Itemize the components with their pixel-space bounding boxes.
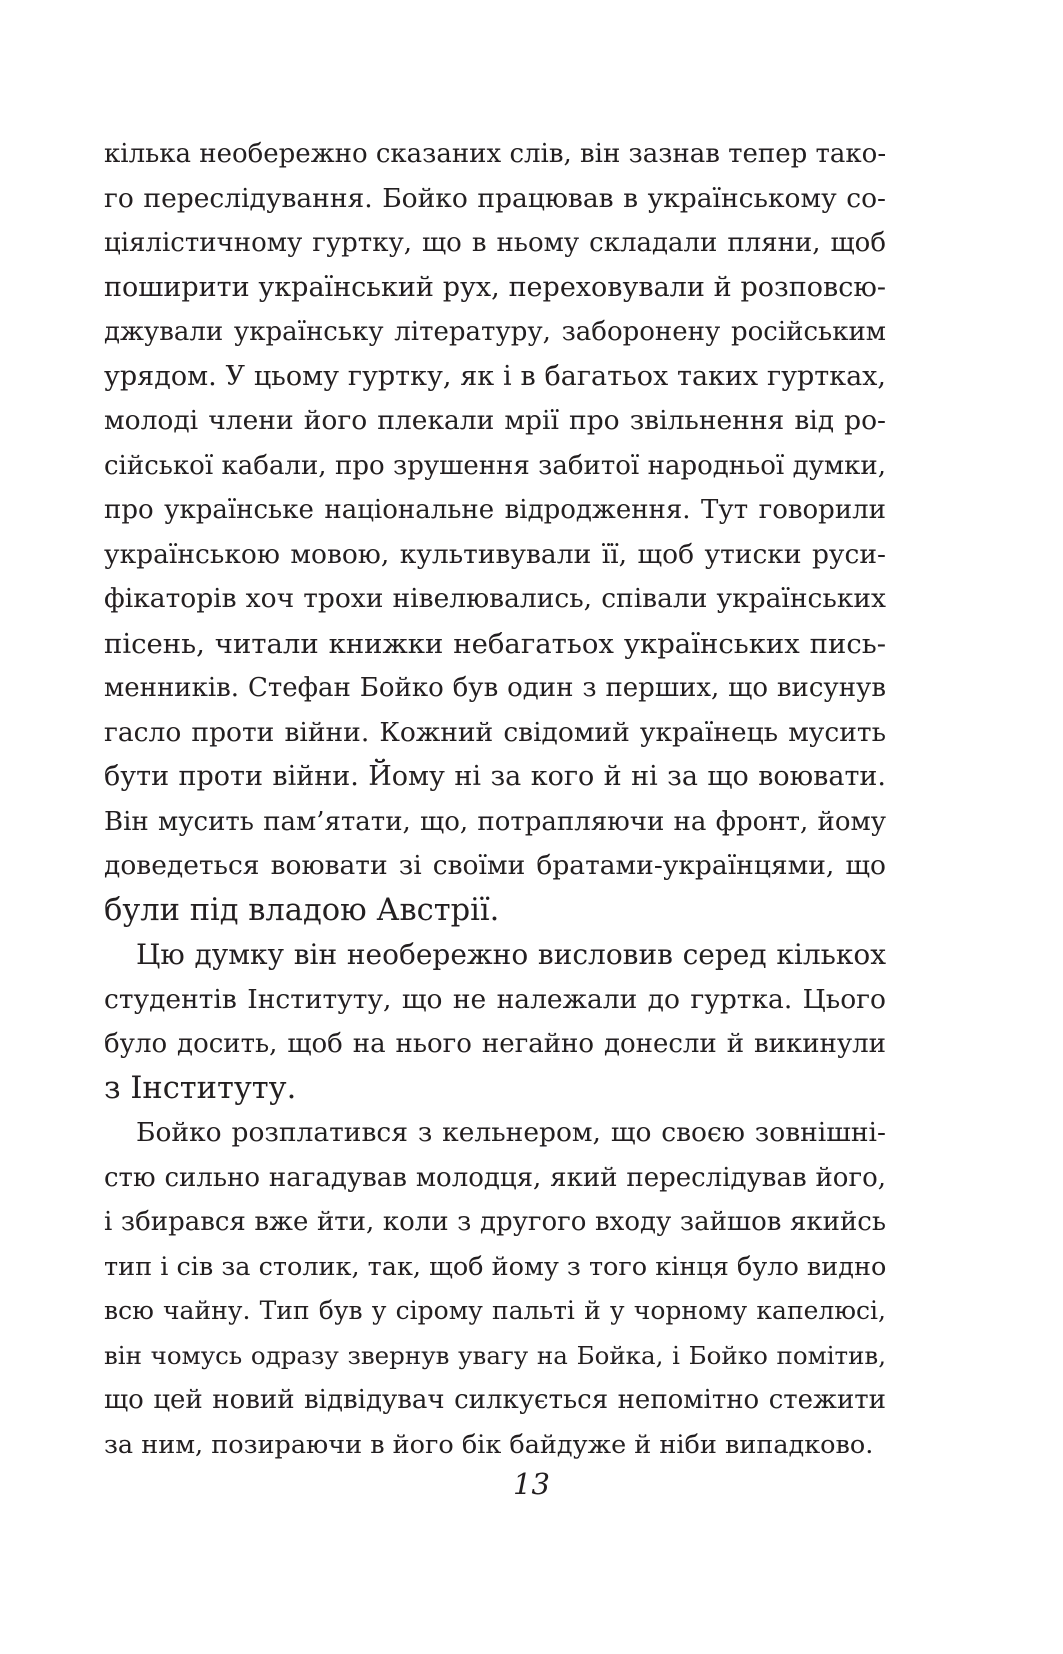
text-line: джували українську літературу, заборонену російським bbox=[104, 317, 886, 347]
text-line: урядом. У цьому гуртку, як і в багатьох таких гуртках, bbox=[104, 360, 886, 392]
text-line: тип і сів за столик, так, щоб йому з того кінця було видно bbox=[104, 1251, 887, 1282]
text-line: сійської кабали, про зрушення забитої народньої думки, bbox=[104, 450, 886, 481]
text-line: поширити український рух, переховували й розповсю- bbox=[104, 271, 886, 303]
text-line: він чомусь одразу звернув увагу на Бойка, і Бойко помітив, bbox=[104, 1340, 886, 1370]
text-line: молоді члени його плекали мрії про звільнення від ро- bbox=[104, 405, 886, 436]
text-line: Він мусить пам’ятати, що, потрапляючи на фронт, йому bbox=[104, 806, 886, 837]
text-line: го переслідування. Бойко працював в українському со- bbox=[104, 182, 886, 214]
text-line: що цей новий відвідувач силкується непомітно стежити bbox=[104, 1385, 886, 1415]
text-line: бути проти війни. Йому ні за кого й ні за що воювати. bbox=[104, 761, 886, 792]
text-line: гасло проти війни. Кожний свідомий українець мусить bbox=[104, 716, 886, 748]
text-line: і збирався вже йти, коли з другого входу зайшов якийсь bbox=[104, 1207, 886, 1237]
text-line: за ним, позираючи в його бік байдуже й ніби випадково. bbox=[104, 1429, 874, 1460]
paragraph bbox=[104, 933, 886, 1111]
text-line: ціялістичному гуртку, що в ньому складали пляни, щоб bbox=[104, 228, 886, 258]
text-line: українською мовою, культивували її, щоб утиски руси- bbox=[104, 538, 886, 570]
text-line: були під владою Австрії. bbox=[104, 892, 500, 928]
text-line: доведеться воювати зі своїми братами-українцями, що bbox=[104, 850, 886, 881]
paragraph bbox=[104, 132, 886, 933]
text-line: з Інституту. bbox=[104, 1070, 297, 1106]
text-line: фікаторів хоч трохи нівелювались, співали українських bbox=[104, 583, 886, 614]
text-line: Цю думку він необережно висловив серед кількох bbox=[136, 938, 886, 971]
text-line: менників. Стефан Бойко був один з перших, що висунув bbox=[104, 673, 886, 703]
page-number: 13 bbox=[513, 1467, 550, 1501]
body-text bbox=[104, 132, 886, 1467]
text-line: кілька необережно сказаних слів, він зазнав тепер тако- bbox=[104, 139, 887, 169]
text-line: про українське національне відродження. Тут говорили bbox=[104, 495, 886, 525]
text-line: Бойко розплатився з кельнером, що своєю зовнішні- bbox=[136, 1117, 886, 1148]
paragraph bbox=[104, 1111, 886, 1467]
text-line: всю чайну. Тип був у сірому пальті й у чорному капелюсі, bbox=[104, 1296, 886, 1325]
text-line: було досить, щоб на нього негайно донесли й викинули bbox=[104, 1029, 886, 1059]
text-line: студентів Інституту, що не належали до гуртка. Цього bbox=[104, 983, 886, 1015]
text-line: пісень, читали книжки небагатьох українських пись- bbox=[104, 627, 886, 660]
text-line: стю сильно нагадував молодця, який переслідував його, bbox=[104, 1162, 886, 1193]
